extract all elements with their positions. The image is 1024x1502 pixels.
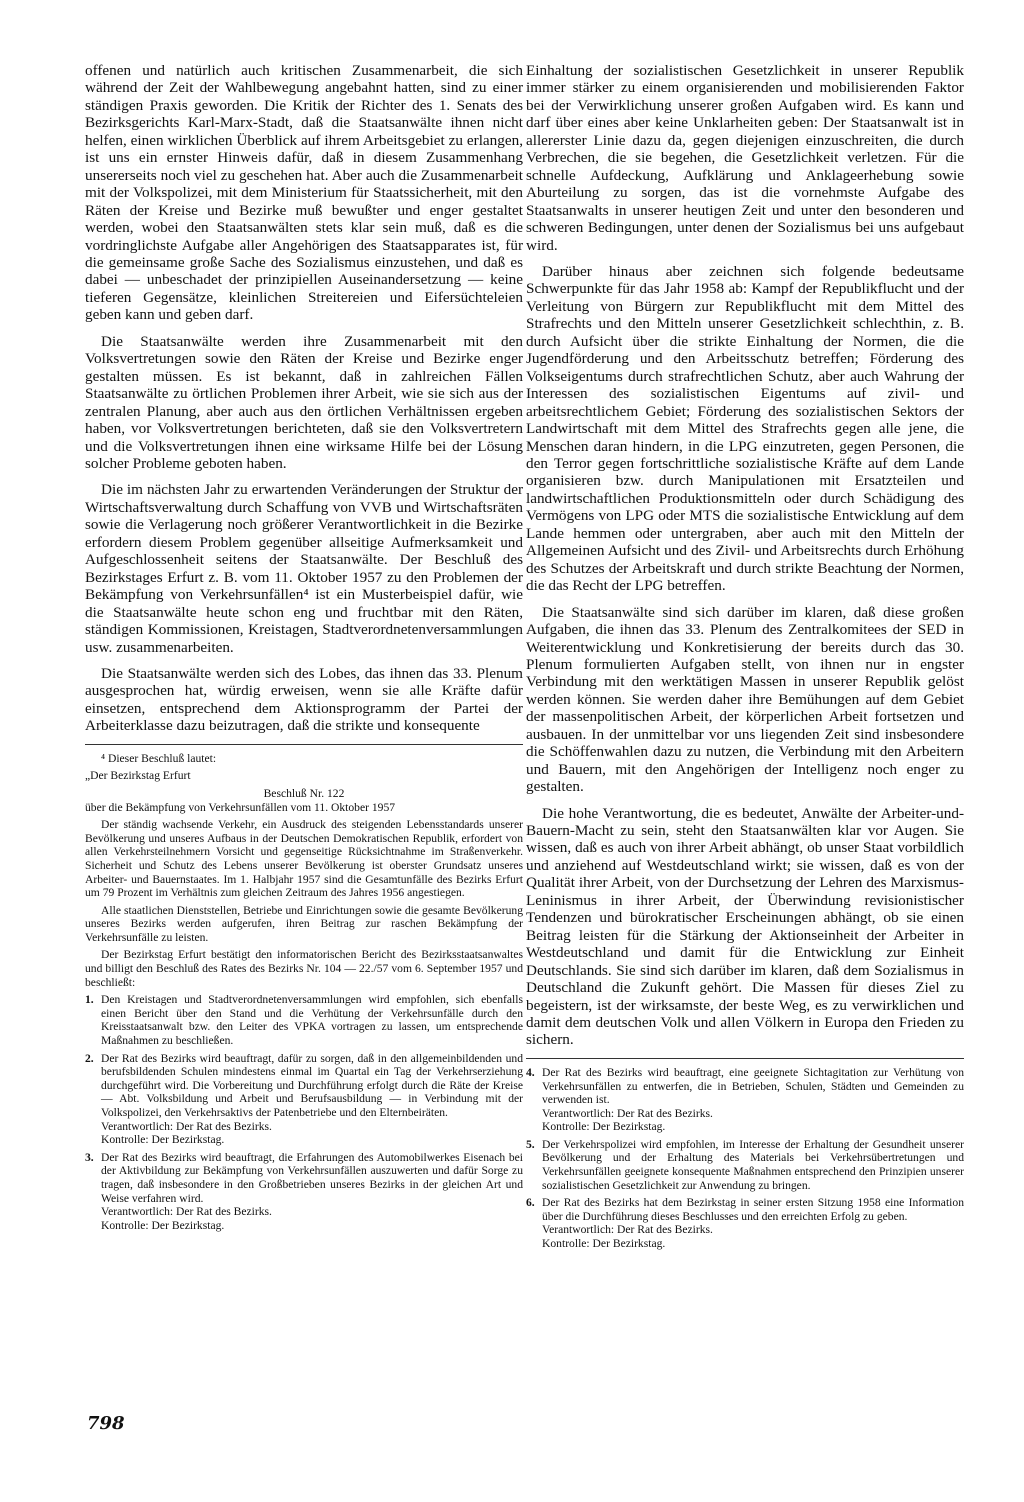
item-number: 2. xyxy=(85,1051,94,1065)
body-paragraph: Die Staatsanwälte sind sich darüber im klaren, daß diese großen Aufgaben, die ihnen das 33. Plenum des Zentralkomitees der SED in Weiterentwicklung und Konkretisierung der bereits durch das 30. Plenum formulierten Aufgaben stellt, von ihnen nur in engster Verbindung mit den werktätigen Massen in unserer Republik gelöst werden können. Sie werden daher ihre Bemühungen auf dem Gebiet der massenpolitischen Arbeit, der körperlichen Arbeit fortsetzen und ausbauen. In der unmittelbar vor uns liegenden Zeit sind insbesondere die Schöffenwahlen dazu zu nutzen, die Verbindung mit den Arbeitern und Bauern, mit den Angehörigen der Intelligenz noch enger zu gestalten. xyxy=(526,603,964,796)
resolution-title: Beschluß Nr. 122 xyxy=(263,786,345,800)
item-responsible: Verantwortlich: Der Rat des Bezirks. xyxy=(542,1223,713,1237)
page-number: 798 xyxy=(87,1413,125,1434)
item-control: Kontrolle: Der Bezirkstag. xyxy=(101,1218,225,1232)
footnote-divider xyxy=(526,1058,964,1059)
footnote-intro: ⁴ Dieser Beschluß lautet: xyxy=(101,751,217,765)
item-text: Der Rat des Bezirks wird beauftragt, dafür zu sorgen, daß in den allgemeinbildenden und berufsbildenden Schulen mindestens einmal im Quartal ein Tag der Verkehrserziehung durchgeführt wird. Die Vorbereitung und Durchführung erfolgt durch die Räte der Kreise — Abt. Volksbildung und Arbeit und Berufsausbildung — in Verbindung mit der Volkspolizei, den Verkehrsaktivs der Patenbetriebe und den Elternbeiräten. xyxy=(101,1051,523,1120)
body-paragraph: Einhaltung der sozialistischen Gesetzlichkeit in unserer Republik immer stärker zu einem organisierenden und mobilisierenden Faktor bei der Verwirklichung unserer großen Aufgaben wird. Es kann und darf über eines aber keine Unklarheiten geben: Der Staatsanwalt ist in allererster Linie dazu da, gegen diejenigen einzuschreiten, die durch Verbrechen, die sie begehen, die Gesetzlichkeit verletzen. Für die schnelle Aufdeckung, Aufklärung und Anklageerhebung sowie Aburteilung zu sorgen, das ist die vornehmste Aufgabe des Staatsanwalts in unserer heutigen Zeit und unter den besonderen und schweren Bedingungen, unter denen der Sozialismus bei uns aufgebaut wird. xyxy=(526,62,964,254)
footnote-continuation xyxy=(526,1066,964,1251)
body-paragraph: Die hohe Verantwortung, die es bedeutet, Anwälte der Arbeiter-und-Bauern-Macht zu sein, steht den Staatsanwälten klar vor Augen. Sie wissen, daß es auch von ihrer Arbeit abhängt, ob unser Staat vorbildlich und anziehend auf Westdeutschland wirkt; sie wissen, daß es von der Qualität ihrer Arbeit, von der Durchsetzung der Lehren des Marxismus-Leninismus in ihrer Arbeit, der Überwindung revisionistischer Tendenzen und bürokratischer Erscheinungen abhängt, ob sie einen Beitrag leisten für die Stärkung der Aktionseinheit der Arbeiter in Westdeutschland und damit für die Entwicklung zur Einheit Deutschlands. Sie sind sich darüber im klaren, daß dem Sozialismus in Deutschland die Zukunft gehört. Die Massen für dieses Ziel zu begeistern, ist der wirksamste, der beste Weg, es zu verwirklichen und damit dem deutschen Volk und allen Völkern in Europa den Frieden zu sichern. xyxy=(526,804,964,1049)
item-responsible: Verantwortlich: Der Rat des Bezirks. xyxy=(542,1106,713,1120)
item-text: Den Kreistagen und Stadtverordnetenversammlungen wird empfohlen, sich ebenfalls einen Bericht über den Stand und die Verhütung der Verkehrsunfälle durch den Kreisstaatsanwalt bzw. den Leiter des VPKA vortragen zu lassen, um entsprechende Maßnahmen zu beschließen. xyxy=(101,993,523,1048)
resolution-item xyxy=(526,1196,964,1250)
footnote-paragraph: Der Bezirkstag Erfurt bestätigt den informatorischen Bericht des Bezirksstaatsanwaltes und billigt den Beschluß des Rates des Bezirks Nr. 104 — 22./57 vom 6. September 1957 und beschließt: xyxy=(85,948,523,989)
body-paragraph: Die Staatsanwälte werden ihre Zusammenarbeit mit den Volksvertretungen sowie den Räten der Kreise und Bezirke enger gestalten müssen. Es ist bekannt, daß in zahlreichen Fällen Staatsanwälte zu örtlichen Problemen ihrer Arbeit, wie sie sich aus der zentralen Planung, aber auch aus den örtlichen Verhältnissen ergeben haben, vor Volksvertretungen berichteten, daß sie den Volksvertretern und die Volksvertretungen ihnen eine wirksame Hilfe bei der Lösung solcher Probleme geboten haben. xyxy=(85,332,523,472)
resolution-item xyxy=(526,1138,964,1192)
footnote-paragraph: Alle staatlichen Dienststellen, Betriebe und Einrichtungen sowie die gesamte Bevölkerung unseres Bezirks werden aufgerufen, ihren Beitrag zur raschen Bekämpfung der Verkehrsunfälle zu leisten. xyxy=(85,903,523,944)
item-control: Kontrolle: Der Bezirkstag. xyxy=(542,1120,666,1134)
resolution-item xyxy=(85,1052,523,1147)
footnote xyxy=(85,752,523,1233)
resolution-item xyxy=(526,1066,964,1134)
item-responsible: Verantwortlich: Der Rat des Bezirks. xyxy=(101,1205,272,1219)
resolution-subtitle: über die Bekämpfung von Verkehrsunfällen vom 11. Oktober 1957 xyxy=(85,800,396,814)
item-number: 1. xyxy=(85,993,94,1007)
body-paragraph: Die Staatsanwälte werden sich des Lobes, das ihnen das 33. Plenum ausgesprochen hat, würdig erweisen, wenn sie alle Kräfte dafür einsetzen, entsprechend dem Aktionsprogramm der Partei der Arbeiterklasse dazu beizutragen, daß die strikte und konsequente xyxy=(85,664,523,735)
right-column xyxy=(526,62,964,1255)
item-responsible: Verantwortlich: Der Rat des Bezirks. xyxy=(101,1119,272,1133)
item-number: 6. xyxy=(526,1196,535,1210)
item-text: Der Rat des Bezirks wird beauftragt, eine geeignete Sichtagitation zur Verhütung von Verkehrsunfällen zu entwerfen, die in Betrieben, Schulen, Städten und Gemeinden zu verwenden ist. xyxy=(542,1065,964,1107)
footnote-divider xyxy=(85,744,523,745)
body-paragraph: Darüber hinaus aber zeichnen sich folgende bedeutsame Schwerpunkte für das Jahr 1958 ab: Kampf der Republikflucht und der Verleitung von Bürgern zur Republikflucht mit dem Mittel des Strafrechts und den Mitteln unserer Gesetzlichkeit schlechthin, z. B. durch Aufsicht über die strikte Einhaltung der Normen, die die Jugendförderung und den Arbeitsschutz betreffen; Förderung des Volkseigentums durch strafrechtlichen Schutz, aber auch Wahrung der Interessen des sozialistischen Eigentums auf zivil- und arbeitsrechtlichem Gebiet; Förderung des sozialistischen Sektors der Landwirtschaft mit dem Mittel des Strafrechts gegen alle jene, die Menschen daran hindern, in die LPG einzutreten, gegen Personen, die den Terror gegen fortschrittliche sozialistische Kräfte auf dem Lande organisieren bzw. durch Manipulationen mit Ersatzteilen und landwirtschaftlichen Produktionsmitteln oder durch Schädigung des Vermögens von LPG oder MTS die sozialistische Entwicklung auf dem Lande hemmen oder untergraben, aber auch mit den Mitteln der Allgemeinen Aufsicht und des Zivil- und Arbeitsrechts durch Erhöhung des Schutzes der Arbeitskraft und durch strikte Beachtung der Normen, die das Recht der LPG betreffen. xyxy=(526,262,964,595)
resolution-item xyxy=(85,1151,523,1233)
item-number: 4. xyxy=(526,1065,535,1079)
body-paragraph: Die im nächsten Jahr zu erwartenden Veränderungen der Struktur der Wirtschaftsverwaltung durch Schaffung von VVB und Wirtschaftsräten sowie die Verlagerung noch größerer Verantwortlichkeit in die Bezirke erfordern diesem Problem gegenüber allseitige Aufmerksamkeit und Aufgeschlossenheit seitens der Staatsanwälte. Der Beschluß des Bezirkstages Erfurt z. B. vom 11. Oktober 1957 zu den Problemen der Bekämpfung von Verkehrsunfällen⁴ ist ein Musterbeispiel dafür, wie die Staatsanwälte heute schon eng und fruchtbar mit den Räten, ständigen Kommissionen, Kreistagen, Stadtverordnetenversammlungen usw. zusammenarbeiten. xyxy=(85,481,523,656)
item-control: Kontrolle: Der Bezirkstag. xyxy=(542,1237,666,1251)
item-control: Kontrolle: Der Bezirkstag. xyxy=(101,1133,225,1147)
left-column xyxy=(85,62,523,1236)
footnote-paragraph: Der ständig wachsende Verkehr, ein Ausdruck des steigenden Lebensstandards unserer Bevölkerung und unseres Aufbaus in der Deutschen Demokratischen Republik, erfordert von allen Verkehrsteilnehmern Vorsicht und gegenseitige Rücksichtnahme im Straßenverkehr. Sicherheit und Schutz des Lebens unserer Bevölkerung ist oberster Grundsatz unseres Arbeiter- und Bauernstaates. Im 1. Halbjahr 1957 sind die Gesamtunfälle des Bezirks Erfurt um 79 Prozent im Verhältnis zum gleichen Zeitraum des Jahres 1956 angestiegen. xyxy=(85,818,523,900)
body-paragraph: offenen und natürlich auch kritischen Zusammenarbeit, die sich während der Zeit der Wahlbewegung angebahnt hatten, sind zu einer ständigen Praxis geworden. Die Kritik der Richter des 1. Senats des Bezirksgerichts Karl-Marx-Stadt, daß die Staatsanwälte ihnen nicht helfen, einen wirklichen Überblick auf ihrem Arbeitsgebiet zu erlangen, ist uns ein ernster Hinweis dafür, daß in diesem Zusammenhang unsererseits noch viel zu geschehen hat. Aber auch die Zusammenarbeit mit der Volkspolizei, mit dem Ministerium für Staatssicherheit, mit den Räten der Kreise und Bezirke muß bewußter und enger gestaltet werden, wobei den Staatsanwälten stets klar sein muß, daß es die vordringlichste Aufgabe aller Angehörigen des Staatsapparates ist, für die gemeinsame große Sache des Sozialismus einzustehen, und daß es dabei — unbeschadet der prinzipiellen Auseinandersetzung — keine tieferen Gegensätze, kleinlichen Streitereien und Eifersüchteleien geben kann und geben darf. xyxy=(85,62,523,324)
item-number: 3. xyxy=(85,1150,94,1164)
item-text: Der Rat des Bezirks wird beauftragt, die Erfahrungen des Automobilwerkes Eisenach bei der Aktivbildung zur Bekämpfung von Verkehrsunfällen auszuwerten und dafür Sorge zu tragen, daß insbesondere in den Großbetrieben unseres Bezirks in der gleichen Art und Weise verfahren wird. xyxy=(101,1150,523,1205)
resolution-item xyxy=(85,993,523,1047)
item-text: Der Rat des Bezirks hat dem Bezirkstag in seiner ersten Sitzung 1958 eine Information über die Durchführung dieses Beschlusses und den erreichten Erfolg zu geben. xyxy=(542,1196,964,1223)
item-number: 5. xyxy=(526,1137,535,1151)
footnote-quote-start: „Der Bezirkstag Erfurt xyxy=(85,769,191,783)
item-text: Der Verkehrspolizei wird empfohlen, im Interesse der Erhaltung der Gesundheit unserer Bevölkerung und der Erhaltung des Materials bei Verkehrsübertretungen und Verkehrsunfällen geeignete konsequente Maßnahmen entsprechend den Prinzipien unserer sozialistischen Gesetzlichkeit zur Anwendung zu bringen. xyxy=(542,1137,964,1192)
